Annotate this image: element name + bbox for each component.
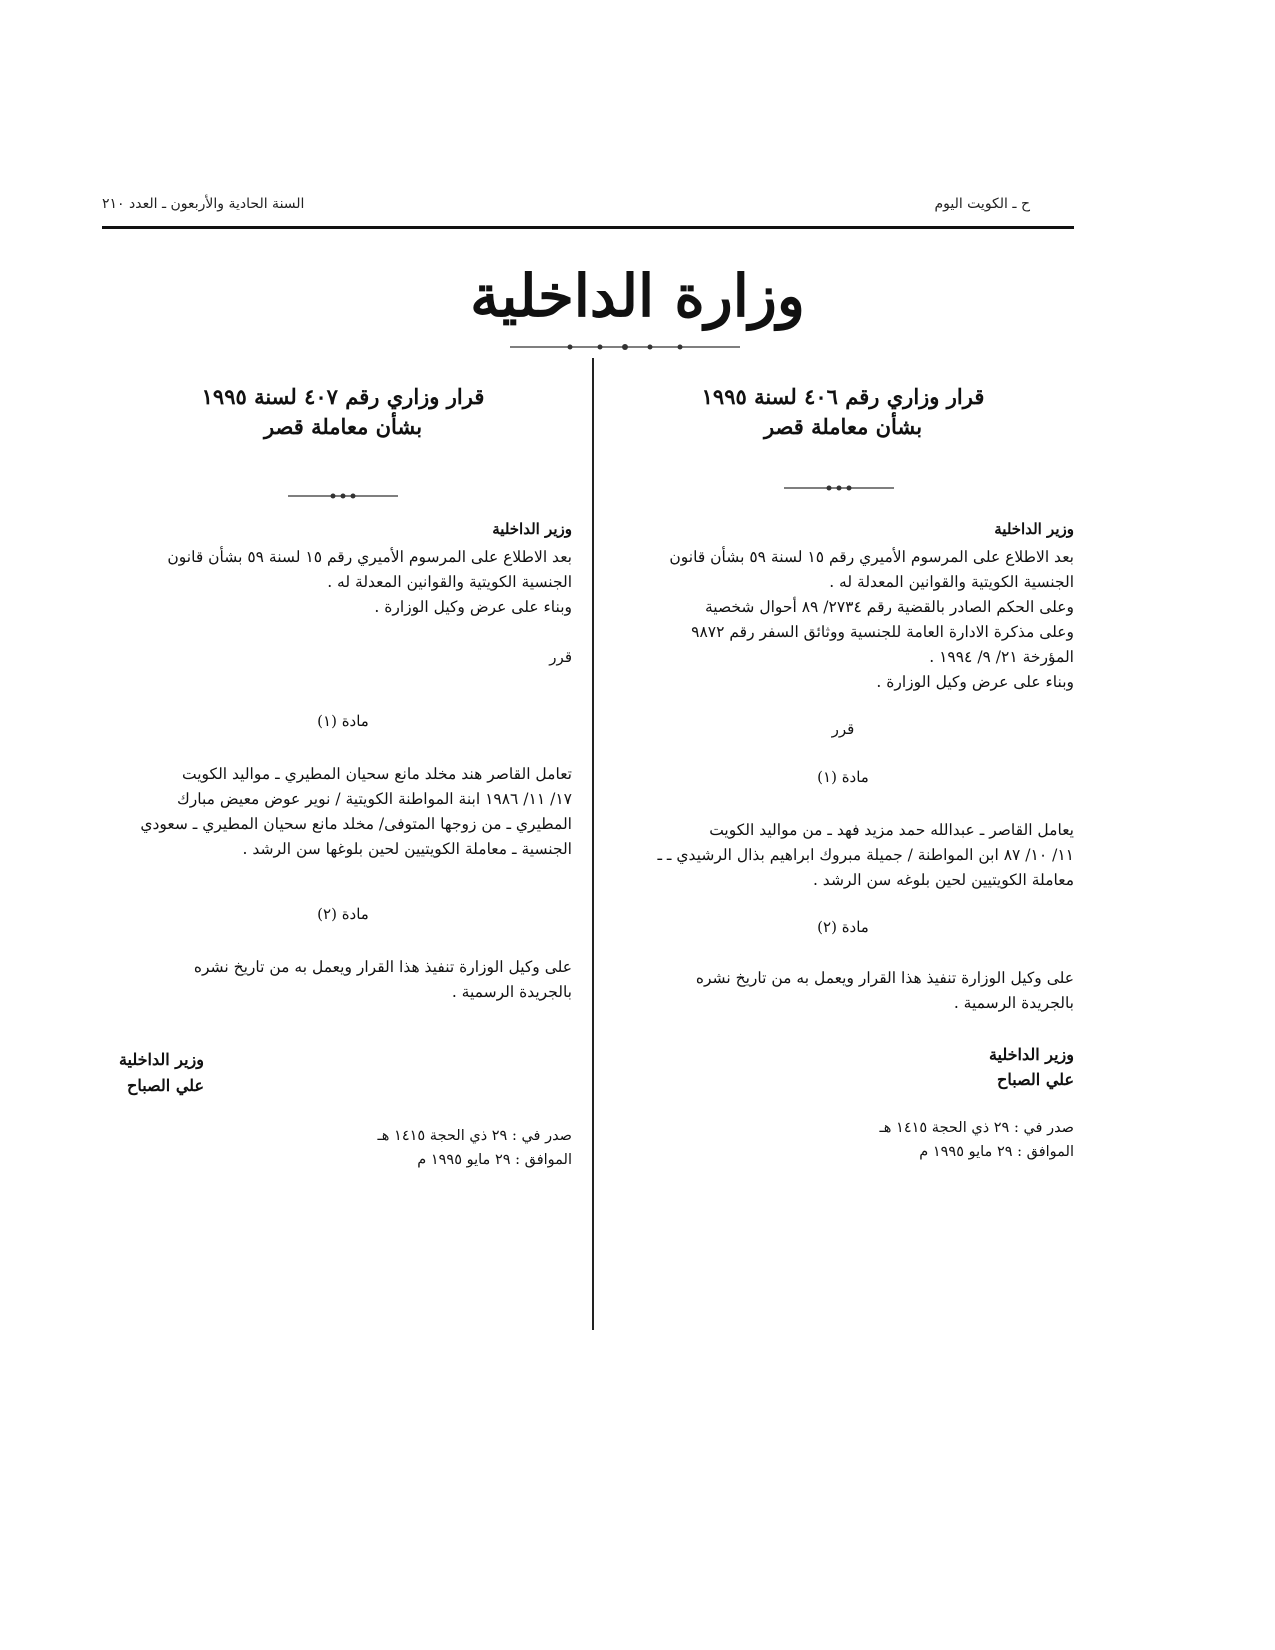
column-divider: [592, 358, 594, 1330]
decree-407-article-1-line: الجنسية ـ معاملة الكويتيين لحين بلوغها سن الرشد .: [242, 840, 572, 858]
decree-407-preamble-line: بعد الاطلاع على المرسوم الأميري رقم ١٥ لسنة ٥٩ بشأن قانون: [167, 548, 572, 566]
decree-406-preamble-line: وعلى مذكرة الادارة العامة للجنسية ووثائق السفر رقم ٩٨٧٢: [691, 623, 1074, 641]
decree-407-preamble-line: الجنسية الكويتية والقوانين المعدلة له .: [327, 573, 572, 591]
decree-407-subtitle: بشأن معاملة قصر: [263, 414, 423, 439]
decree-406-article-1-line: يعامل القاصر ـ عبدالله حمد مزيد فهد ـ من مواليد الكويت: [709, 821, 1074, 839]
decree-407-title-ornament: [288, 490, 398, 502]
decree-406-preamble-line: بعد الاطلاع على المرسوم الأميري رقم ١٥ لسنة ٥٩ بشأن قانون: [669, 548, 1074, 566]
decree-406-decided: قرر: [831, 720, 855, 738]
decree-407-preamble-line: وبناء على عرض وكيل الوزارة .: [374, 598, 572, 616]
decree-407-title: قرار وزاري رقم ٤٠٧ لسنة ١٩٩٥: [201, 384, 485, 409]
decree-407-issued-gregorian: الموافق : ٢٩ مايو ١٩٩٥ م: [417, 1152, 572, 1168]
decree-406-article-2-heading: مادة (٢): [817, 918, 869, 936]
decree-407-issued-hijri: صدر في : ٢٩ ذي الحجة ١٤١٥ هـ: [377, 1128, 572, 1144]
decree-407-article-1-line: ١٧/ ١١/ ١٩٨٦ ابنة المواطنة الكويتية / نوير عوض معيض مبارك: [177, 790, 572, 808]
decree-407-article-1-heading: مادة (١): [317, 712, 369, 730]
decree-407-decided: قرر: [549, 648, 572, 666]
decree-406-preamble-line: المؤرخة ٢١/ ٩/ ١٩٩٤ .: [929, 648, 1074, 666]
running-header-right: ح ـ الكويت اليوم: [934, 196, 1030, 212]
decree-406-article-2-line: بالجريدة الرسمية .: [953, 994, 1074, 1012]
decree-406-issued-hijri: صدر في : ٢٩ ذي الحجة ١٤١٥ هـ: [879, 1120, 1074, 1136]
decree-406-subtitle: بشأن معاملة قصر: [763, 414, 923, 439]
decree-406-article-1-line: معاملة الكويتيين لحين بلوغه سن الرشد .: [812, 871, 1074, 889]
decree-407-article-1-line: تعامل القاصر هند مخلد مانع سحيان المطيري ـ مواليد الكويت: [181, 765, 572, 783]
masthead-ornament: [510, 340, 740, 354]
decree-407-article-2-line: بالجريدة الرسمية .: [451, 983, 572, 1001]
decree-406-signature-title: وزير الداخلية: [988, 1045, 1074, 1064]
decree-406-article-1-line: ١١/ ١٠/ ٨٧ ابن المواطنة / جميلة مبروك ابراهيم بذال الرشيدي ـ ـ: [657, 846, 1074, 864]
decree-406-authority: وزير الداخلية: [994, 520, 1074, 538]
decree-407-signature-name: علي الصباح: [127, 1076, 204, 1095]
header-rule: [102, 226, 1074, 229]
decree-407-signature-title: وزير الداخلية: [118, 1050, 204, 1069]
decree-406-preamble-line: الجنسية الكويتية والقوانين المعدلة له .: [829, 573, 1074, 591]
decree-406-title-ornament: [784, 482, 894, 494]
running-header-left: السنة الحادية والأربعون ـ العدد ٢١٠: [102, 196, 305, 212]
decree-406-article-2-line: على وكيل الوزارة تنفيذ هذا القرار ويعمل به من تاريخ نشره: [695, 969, 1074, 987]
decree-406-preamble-line: وبناء على عرض وكيل الوزارة .: [876, 673, 1074, 691]
decree-406-issued-gregorian: الموافق : ٢٩ مايو ١٩٩٥ م: [919, 1144, 1074, 1160]
ministry-masthead: وزارة الداخلية: [470, 262, 805, 330]
decree-407-article-2-line: على وكيل الوزارة تنفيذ هذا القرار ويعمل به من تاريخ نشره: [193, 958, 572, 976]
decree-407-authority: وزير الداخلية: [492, 520, 572, 538]
decree-407-article-2-heading: مادة (٢): [317, 905, 369, 923]
decree-406-article-1-heading: مادة (١): [817, 768, 869, 786]
decree-406-title: قرار وزاري رقم ٤٠٦ لسنة ١٩٩٥: [701, 384, 985, 409]
decree-407-article-1-line: المطيري ـ من زوجها المتوفى/ مخلد مانع سحيان المطيري ـ سعودي: [140, 815, 572, 833]
decree-406-preamble-line: وعلى الحكم الصادر بالقضية رقم ٢٧٣٤/ ٨٩ أحوال شخصية: [704, 598, 1074, 616]
decree-406-signature-name: علي الصباح: [997, 1070, 1074, 1089]
